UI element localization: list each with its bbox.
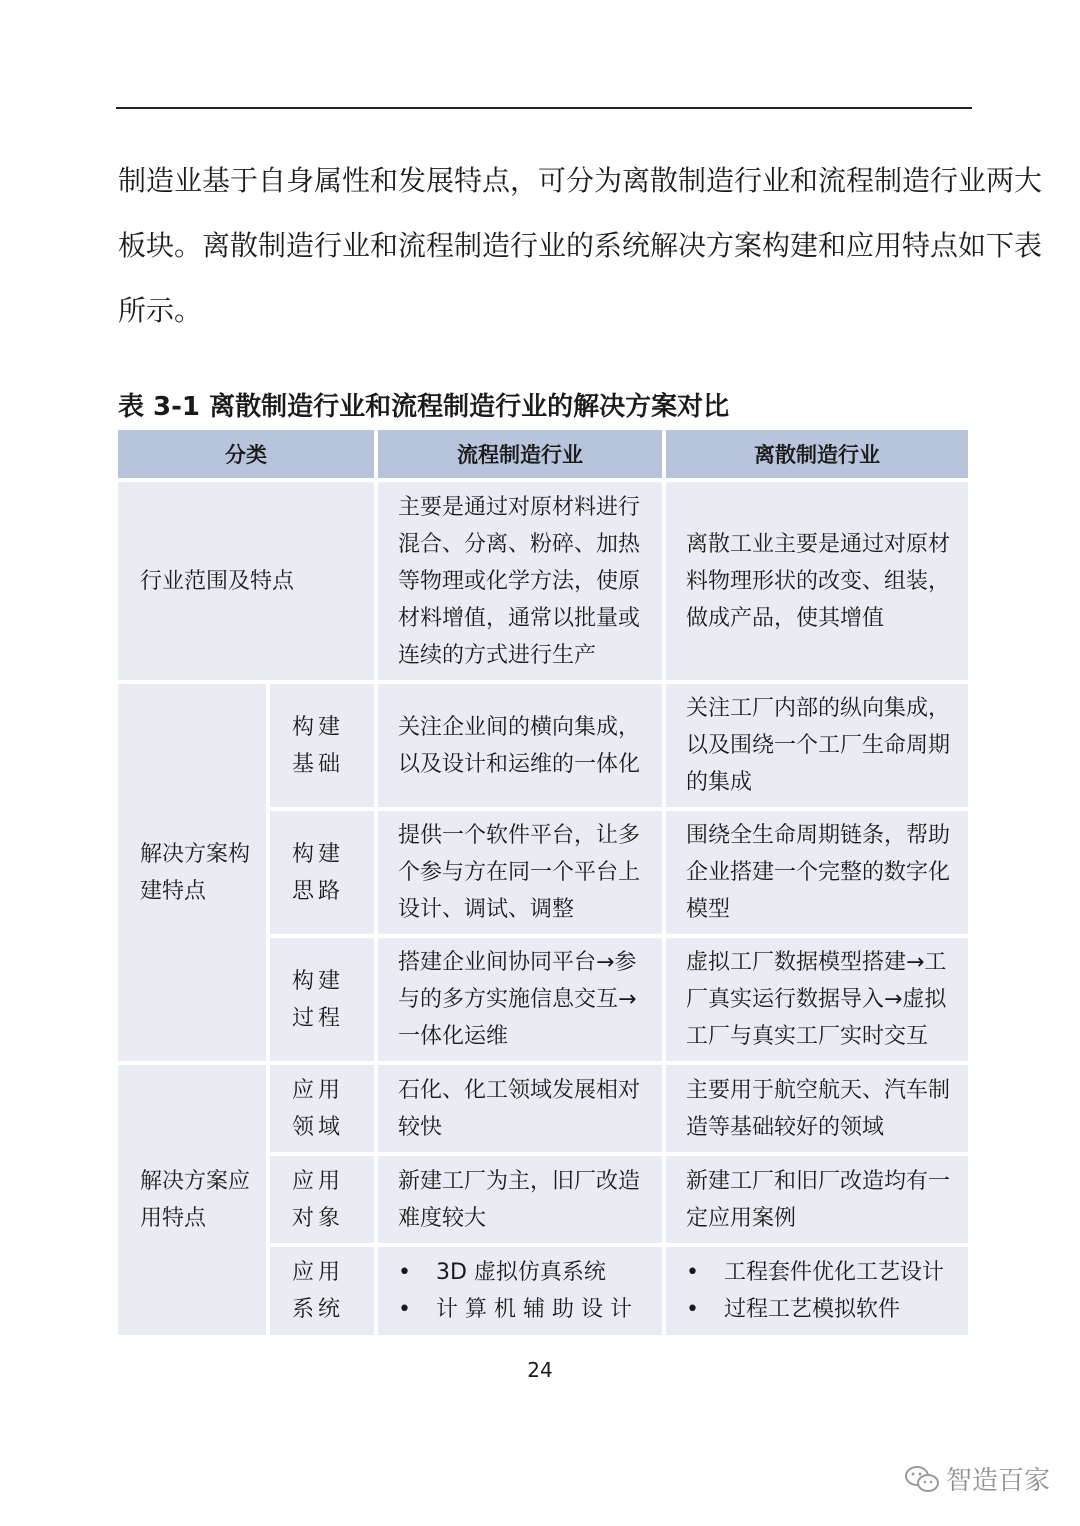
header-rule <box>116 107 972 109</box>
process-cell <box>378 1247 662 1335</box>
table-row-scope <box>118 482 968 680</box>
bullet-item <box>686 1291 958 1328</box>
bullet-icon: • <box>398 1260 411 1285</box>
header-process: 流程制造行业 <box>378 430 662 478</box>
process-cell: 石化、化工领域发展相对较快 <box>378 1065 662 1152</box>
discrete-cell <box>666 1247 968 1335</box>
bullet-item <box>686 1254 958 1291</box>
bullet-text: 计 算 机 辅 助 设 计 <box>436 1297 632 1322</box>
header-category: 分类 <box>118 430 374 478</box>
subcategory-cell: 构建思路 <box>270 811 374 934</box>
discrete-cell: 虚拟工厂数据模型搭建→工厂真实运行数据导入→虚拟工厂与真实工厂实时交互 <box>666 938 968 1061</box>
intro-line: 板块。离散制造行业和流程制造行业的系统解决方案构建和应用特点如下表 <box>118 229 1043 262</box>
process-cell: 新建工厂为主，旧厂改造难度较大 <box>378 1156 662 1243</box>
comparison-table <box>114 426 972 1339</box>
process-cell: 主要是通过对原材料进行混合、分离、粉碎、加热等物理或化学方法，使原材料增值，通常以批量或连续的方式进行生产 <box>378 482 662 680</box>
subcategory-cell: 构建过程 <box>270 938 374 1061</box>
bullet-icon: • <box>686 1260 699 1285</box>
page-number: 24 <box>527 1358 553 1382</box>
bullet-item <box>398 1291 652 1328</box>
table-header-row <box>118 430 968 478</box>
bullet-item <box>398 1254 652 1291</box>
subcategory-cell: 构建基础 <box>270 684 374 807</box>
bullet-text: 3D 虚拟仿真系统 <box>436 1260 606 1285</box>
discrete-cell: 新建工厂和旧厂改造均有一定应用案例 <box>666 1156 968 1243</box>
subcategory-cell: 应用系统 <box>270 1247 374 1335</box>
bullet-list <box>398 1254 652 1328</box>
process-cell: 关注企业间的横向集成，以及设计和运维的一体化 <box>378 684 662 807</box>
table-caption: 表 3-1 离散制造行业和流程制造行业的解决方案对比 <box>118 392 730 422</box>
bullet-list <box>686 1254 958 1328</box>
watermark-text: 智造百家 <box>946 1466 1051 1496</box>
discrete-cell: 关注工厂内部的纵向集成，以及围绕一个工厂生命周期的集成 <box>666 684 968 807</box>
discrete-cell: 主要用于航空航天、汽车制造等基础较好的领域 <box>666 1065 968 1152</box>
subcategory-cell: 应用对象 <box>270 1156 374 1243</box>
wechat-icon <box>904 1465 940 1493</box>
header-discrete: 离散制造行业 <box>666 430 968 478</box>
intro-line: 所示。 <box>118 294 203 327</box>
bullet-text: 过程工艺模拟软件 <box>724 1297 901 1322</box>
process-cell: 搭建企业间协同平台→参与的多方实施信息交互→一体化运维 <box>378 938 662 1061</box>
bullet-icon: • <box>686 1297 699 1322</box>
category-cell: 行业范围及特点 <box>118 482 374 680</box>
intro-paragraph <box>118 148 1043 343</box>
category-cell: 解决方案应用特点 <box>118 1065 266 1335</box>
watermark <box>904 1460 1050 1497</box>
process-cell: 提供一个软件平台，让多个参与方在同一个平台上设计、调试、调整 <box>378 811 662 934</box>
bullet-icon: • <box>398 1297 411 1322</box>
discrete-cell: 围绕全生命周期链条，帮助企业搭建一个完整的数字化模型 <box>666 811 968 934</box>
table-row <box>118 1065 968 1152</box>
table-row <box>118 684 968 807</box>
intro-line: 制造业基于自身属性和发展特点，可分为离散制造行业和流程制造行业两大 <box>118 164 1043 197</box>
subcategory-cell: 应用领域 <box>270 1065 374 1152</box>
discrete-cell: 离散工业主要是通过对原材料物理形状的改变、组装，做成产品，使其增值 <box>666 482 968 680</box>
category-cell: 解决方案构建特点 <box>118 684 266 1061</box>
bullet-text: 工程套件优化工艺设计 <box>724 1260 945 1285</box>
